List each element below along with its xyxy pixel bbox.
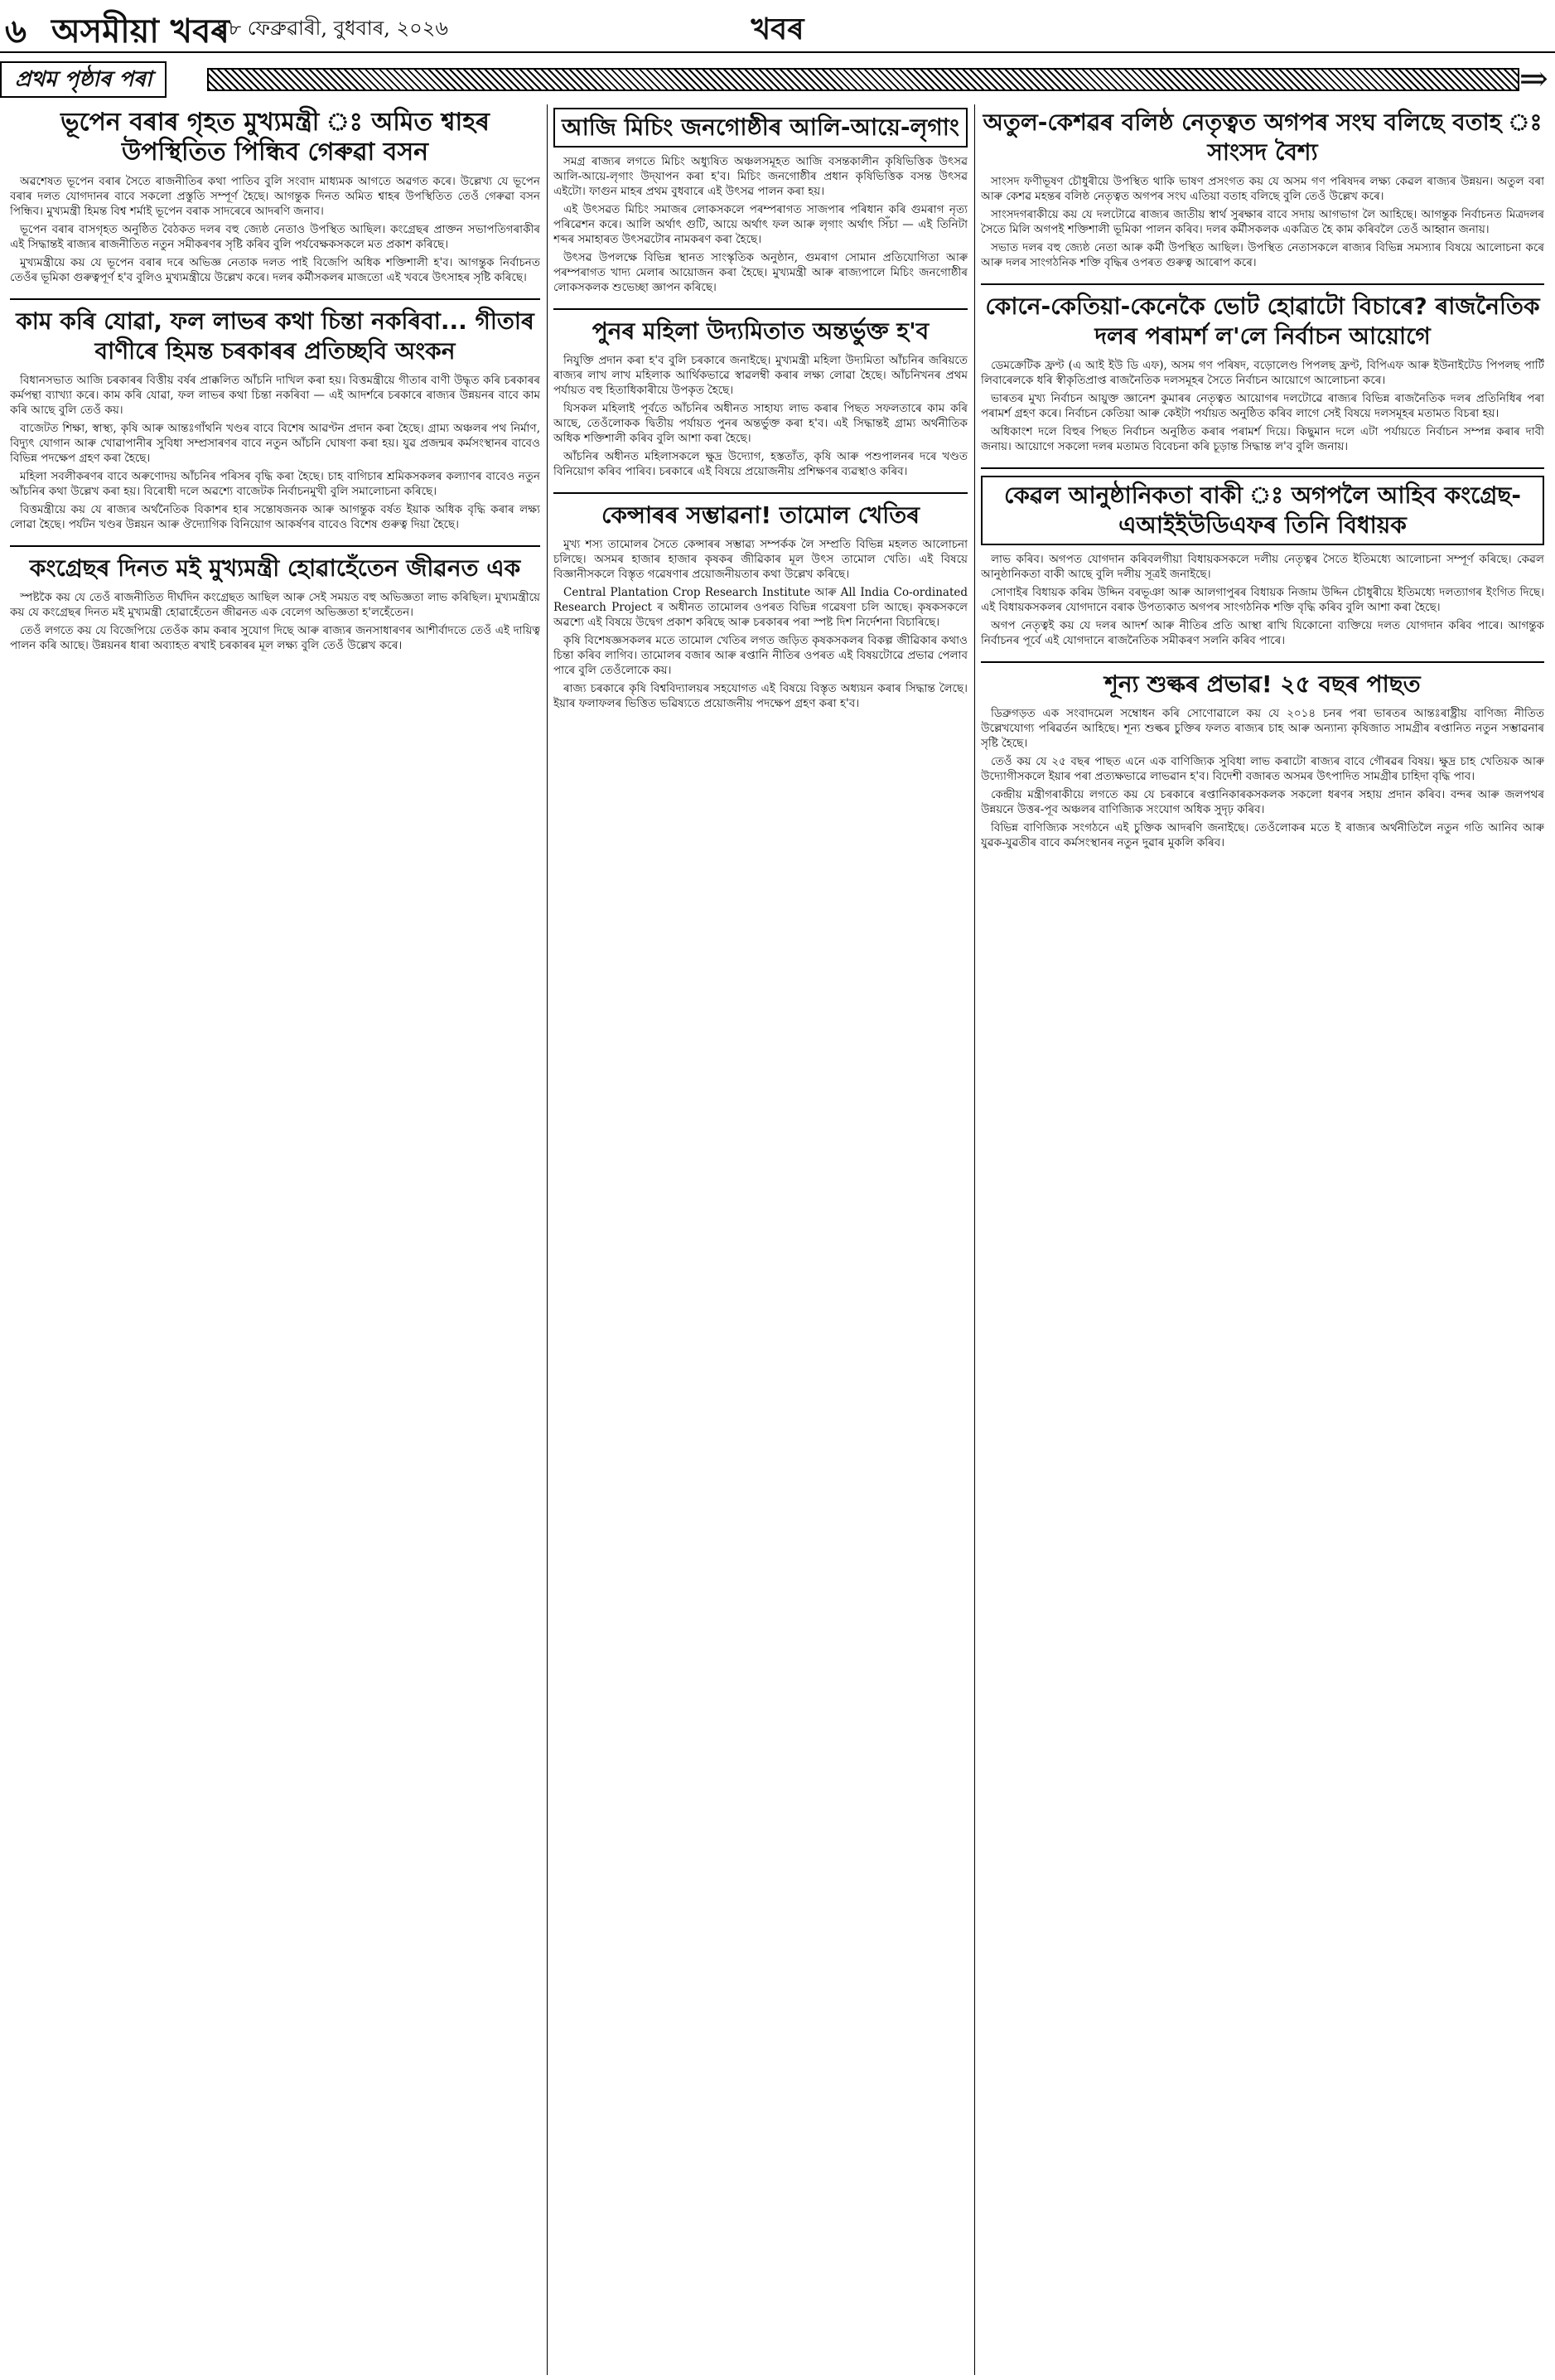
paragraph: ভূপেন বৰাৰ বাসগৃহত অনুষ্ঠিত বৈঠকত দলৰ বহু জ্যেষ্ঠ নেতাও উপস্থিত আছিল। কংগ্ৰেছৰ প্ৰাক্তন সভাপতিগৰাকীৰ এই সিদ্ধান্তই ৰাজ্যৰ ৰাজনীতিত নতুন সমীকৰণৰ সৃষ্টি কৰিব বুলি পৰ্যবেক্ষকসকলে মত প্ৰকাশ কৰিছে। — [10, 223, 540, 251]
paragraph: আঁচনিৰ অধীনত মহিলাসকলে ক্ষুদ্ৰ উদ্যোগ, হস্ততাঁত, কৃষি আৰু পশুপালনৰ দৰে খণ্ডত বিনিয়োগ কৰিব পাৰিব। চৰকাৰে এই বিষয়ে প্ৰয়োজনীয় প্ৰশিক্ষণৰ ব্যৱস্থাও কৰিব। — [553, 450, 968, 478]
column-left — [10, 104, 540, 2375]
paragraph: মুখ্যমন্ত্ৰীয়ে কয় যে ভূপেন বৰাৰ দৰে অভিজ্ঞ নেতাক দলত পাই বিজেপি অধিক শক্তিশালী হ'ব। আগন্তুক নিৰ্বাচনত তেওঁৰ ভূমিকা গুৰুত্বপূৰ্ণ হ'ব বুলিও মুখ্যমন্ত্ৰীয়ে উল্লেখ কৰে। দলৰ কৰ্মীসকলৰ মাজতো এই খবৰে উৎসাহৰ সৃষ্টি কৰিছে। — [10, 256, 540, 284]
column-right — [981, 104, 1544, 2375]
article-body — [553, 353, 968, 479]
article — [981, 292, 1544, 454]
paragraph: স্পষ্টকৈ কয় যে তেওঁ ৰাজনীতিত দীৰ্ঘদিন কংগ্ৰেছত আছিল আৰু সেই সময়ত বহু অভিজ্ঞতা লাভ কৰিছিল। মুখ্যমন্ত্ৰীয়ে কয় যে কংগ্ৰেছৰ দিনত মই মুখ্যমন্ত্ৰী হোৱাহেঁতেন জীৱনত এক বেলেগ অভিজ্ঞতা হ'লহেঁতেন। — [10, 591, 540, 619]
divider — [553, 492, 968, 494]
headline: অতুল-কেশৱৰ বলিষ্ঠ নেতৃত্বত অগপৰ সংঘ বলিছে বতাহ ঃ সাংসদ বৈশ্য — [983, 109, 1543, 166]
headline: পুনৰ মহিলা উদ্যমিতাত অন্তৰ্ভুক্ত হ'ব — [592, 317, 930, 345]
paragraph: সাংসদগৰাকীয়ে কয় যে দলটোৱে ৰাজ্যৰ জাতীয় স্বাৰ্থ সুৰক্ষাৰ বাবে সদায় আগভাগ লৈ আহিছে। আগন্তুক নিৰ্বাচনত মিত্ৰদলৰ সৈতে মিলি অগপই শক্তিশালী ভূমিকা পালন কৰিব। দলৰ কৰ্মীসকলক একত্ৰিত হৈ কাম কৰিবলৈ তেওঁ আহ্বান জনায়। — [981, 208, 1544, 236]
paragraph: যিসকল মহিলাই পূৰ্বতে আঁচনিৰ অধীনত সাহায্য লাভ কৰাৰ পিছত সফলতাৰে কাম কৰি আছে, তেওঁলোকক দ্বিতীয় পৰ্যায়ত পুনৰ অন্তৰ্ভুক্ত কৰা হ'ব। এই সিদ্ধান্তই গ্ৰাম্য অৰ্থনীতিক অধিক শক্তিশালী কৰিব বুলি আশা কৰা হৈছে। — [553, 402, 968, 445]
paragraph: ডিব্ৰুগড়ত এক সংবাদমেল সম্বোধন কৰি সোণোৱালে কয় যে ২০১৪ চনৰ পৰা ভাৰতৰ আন্তঃৰাষ্ট্ৰীয় বাণিজ্য নীতিত উল্লেখযোগ্য পৰিৱৰ্তন আহিছে। শূন্য শুল্কৰ চুক্তিৰ ফলত ৰাজ্যৰ চাহ আৰু অন্যান্য কৃষিজাত সামগ্ৰীৰ ৰপ্তানিত নতুন সম্ভাৱনাৰ সৃষ্টি হৈছে। — [981, 707, 1544, 750]
column-divider — [974, 104, 975, 2375]
divider — [553, 308, 968, 310]
headline: কোনে-কেতিয়া-কেনেকৈ ভোট হোৱাটো বিচাৰে? ৰাজনৈতিক দলৰ পৰামৰ্শ ল'লে নিৰ্বাচন আয়োগে — [985, 293, 1540, 350]
article-body — [10, 373, 540, 532]
paragraph: ৰাজ্য চৰকাৰে কৃষি বিশ্ববিদ্যালয়ৰ সহযোগত এই বিষয়ে বিস্তৃত অধ্যয়ন কৰাৰ সিদ্ধান্ত লৈছে। ইয়াৰ ফলাফলৰ ভিত্তিত ভৱিষ্যতে প্ৰয়োজনীয় পদক্ষেপ গ্ৰহণ কৰা হ'ব। — [553, 682, 968, 710]
article — [981, 670, 1544, 850]
paragraph: অধিকাংশ দলে বিহুৰ পিছত নিৰ্বাচন অনুষ্ঠিত কৰাৰ পৰামৰ্শ দিয়ে। কিছুমান দলে এটা পৰ্যায়তে নিৰ্বাচন সম্পন্ন কৰাৰ দাবী জনায়। আয়োগে সকলো দলৰ মতামত বিবেচনা কৰি চূড়ান্ত সিদ্ধান্ত ল'ব বুলি জনায়। — [981, 425, 1544, 453]
headline: কেন্সাৰৰ সম্ভাৱনা! তামোল খেতিৰ — [601, 501, 920, 529]
headline: কংগ্ৰেছৰ দিনত মই মুখ্যমন্ত্ৰী হোৱাহেঁতেন জীৱনত এক — [29, 554, 521, 582]
divider — [981, 283, 1544, 285]
paragraph: সোণাইৰ বিধায়ক কৰিম উদ্দিন বৰভূঞা আৰু আলগাপুৰৰ বিধায়ক নিজাম উদ্দিন চৌধুৰীয়ে ইতিমধ্যে দলত্যাগৰ ইংগিত দিছে। এই বিধায়কসকলৰ যোগদানে বৰাক উপত্যকাত অগপৰ সাংগঠনিক শক্তি বৃদ্ধি কৰিব বুলি আশা কৰা হৈছে। — [981, 586, 1544, 614]
hatched-bar — [207, 68, 1519, 91]
article — [553, 108, 968, 295]
paragraph: অৱশেষত ভূপেন বৰাৰ সৈতে ৰাজনীতিৰ কথা পাতিব বুলি সংবাদ মাধ্যমক আগতে অৱগত কৰে। উল্লেখ্য যে ভূপেন বৰাৰ দলত যোগদানৰ বাবে সকলো প্ৰস্তুতি সম্পূৰ্ণ হৈছে। আগন্তুক দিনত অমিত শ্বাহৰ উপস্থিতিত তেওঁ গেৰুৱা বসন পিন্ধিব। মুখ্যমন্ত্ৰী হিমন্ত বিশ্ব শৰ্মাই ভূপেন বৰাক সাদৰেৰে আদৰণি জনাব। — [10, 175, 540, 218]
article — [981, 476, 1544, 648]
continuation-strip — [0, 58, 1555, 98]
article-body — [981, 358, 1544, 454]
divider — [10, 545, 540, 547]
paragraph: অগপ নেতৃত্বই কয় যে দলৰ আদৰ্শ আৰু নীতিৰ প্ৰতি আস্থা ৰাখি যিকোনো ব্যক্তিয়ে দলত যোগদান কৰিব পাৰে। আগন্তুক নিৰ্বাচনৰ পূৰ্বে এই যোগদানে ৰাজনৈতিক সমীকৰণ সলনি কৰিব পাৰে। — [981, 619, 1544, 647]
continuation-label: প্ৰথম পৃষ্ঠাৰ পৰা — [0, 61, 167, 98]
divider — [981, 661, 1544, 663]
paragraph: উৎসৱ উপলক্ষে বিভিন্ন স্থানত সাংস্কৃতিক অনুষ্ঠান, গুমৰাগ সোমান প্ৰতিযোগিতা আৰু পৰম্পৰাগত খাদ্য মেলাৰ আয়োজন কৰা হৈছে। মুখ্যমন্ত্ৰী আৰু ৰাজ্যপালে মিচিং জনগোষ্ঠীৰ লোকসকলক শুভেচ্ছা জ্ঞাপন কৰিছে। — [553, 251, 968, 294]
article — [981, 108, 1544, 270]
paragraph: এই উৎসৱত মিচিং সমাজৰ লোকসকলে পৰম্পৰাগত সাজপাৰ পৰিধান কৰি গুমৰাগ নৃত্য পৰিৱেশন কৰে। আলি অৰ্থাৎ গুটি, আয়ে অৰ্থাৎ ফল আৰু লৃগাং অৰ্থাৎ সিঁচা — এই তিনিটা শব্দৰ সমাহাৰত উৎসৱটোৰ নামকৰণ কৰা হৈছে। — [553, 203, 968, 246]
article — [10, 307, 540, 532]
headline: কেৱল আনুষ্ঠানিকতা বাকী ঃ অগপলৈ আহিব কংগ্ৰেছ-এআইইউডিএফৰ তিনি বিধায়ক — [981, 476, 1544, 545]
paragraph: সাংসদ ফণীভূষণ চৌধুৰীয়ে উপস্থিত থাকি ভাষণ প্ৰসংগত কয় যে অসম গণ পৰিষদৰ লক্ষ্য কেৱল ৰাজ্যৰ উন্নয়ন। অতুল বৰা আৰু কেশৱ মহন্তৰ বলিষ্ঠ নেতৃত্বত অগপৰ সংঘ এতিয়া বতাহ বলিছে বুলি তেওঁ উল্লেখ কৰে। — [981, 175, 1544, 203]
column-middle — [553, 104, 968, 2375]
newspaper-brand: অসমীয়া খবৰ — [51, 12, 229, 51]
page-number: ৬ — [5, 12, 27, 51]
article-body — [10, 174, 540, 285]
divider — [981, 467, 1544, 469]
paragraph: ডেমক্ৰেটিক ফ্ৰণ্ট (এ আই ইউ ডি এফ), অসম গণ পৰিষদ, বড়োলেণ্ড পিপলছ ফ্ৰণ্ট, বিপিএফ আৰু ইউনাইটেড পিপলছ পাৰ্টি লিবাৰেলকে ধৰি স্বীকৃতিপ্ৰাপ্ত ৰাজনৈতিক দলসমূহৰ সৈতে নিৰ্বাচন আয়োগে আলোচনা কৰে। — [981, 359, 1544, 387]
article — [553, 501, 968, 711]
masthead — [0, 0, 1555, 53]
article — [10, 108, 540, 285]
headline: আজি মিচিং জনগোষ্ঠীৰ আলি-আয়ে-লৃগাং — [553, 108, 968, 148]
paragraph: কৃষি বিশেষজ্ঞসকলৰ মতে তামোল খেতিৰ লগত জড়িত কৃষকসকলৰ বিকল্প জীৱিকাৰ কথাও চিন্তা কৰিব লাগিব। তামোলৰ বজাৰ আৰু ৰপ্তানি নীতিৰ ওপৰত এই বিষয়টোৱে প্ৰভাৱ পেলাব পাৰে বুলি তেওঁলোকে কয়। — [553, 634, 968, 677]
paragraph: সভাত দলৰ বহু জ্যেষ্ঠ নেতা আৰু কৰ্মী উপস্থিত আছিল। উপস্থিত নেতাসকলে ৰাজ্যৰ বিভিন্ন সমস্যাৰ বিষয়ে আলোচনা কৰে আৰু দলৰ সাংগঠনিক শক্তি বৃদ্ধিৰ ওপৰত গুৰুত্ব আৰোপ কৰে। — [981, 241, 1544, 269]
article-body — [553, 154, 968, 295]
paragraph: বিত্তমন্ত্ৰীয়ে কয় যে ৰাজ্যৰ অৰ্থনৈতিক বিকাশৰ হাৰ সন্তোষজনক আৰু আগন্তুক বৰ্ষত ইয়াক অধিক বৃদ্ধি কৰাৰ লক্ষ্য লোৱা হৈছে। পৰ্যটন খণ্ডৰ উন্নয়ন আৰু ঔদ্যোগিক বিনিয়োগ আকৰ্ষণৰ বাবেও বিশেষ গুৰুত্ব দিয়া হৈছে। — [10, 503, 540, 531]
paragraph: তেওঁ লগতে কয় যে বিজেপিয়ে তেওঁক কাম কৰাৰ সুযোগ দিছে আৰু ৰাজ্যৰ জনসাধাৰণৰ আশীৰ্বাদতে তেওঁ এই দায়িত্ব পালন কৰি আছে। উন্নয়নৰ ধাৰা অব্যাহত ৰখাই চৰকাৰৰ মূল লক্ষ্য বুলি তেওঁ উল্লেখ কৰে। — [10, 624, 540, 652]
paragraph: ভাৰতৰ মুখ্য নিৰ্বাচন আয়ুক্ত জ্ঞানেশ কুমাৰৰ নেতৃত্বত আয়োগৰ দলটোৱে ৰাজ্যৰ বিভিন্ন ৰাজনৈতিক দলৰ প্ৰতিনিধিৰ পৰা পৰামৰ্শ গ্ৰহণ কৰে। নিৰ্বাচন কেতিয়া আৰু কেইটা পৰ্যায়ত অনুষ্ঠিত কৰিব লাগে সেই বিষয়ে দলসমূহৰ মতামত বিচৰা হয়। — [981, 392, 1544, 420]
headline: শূন্য শুল্কৰ প্ৰভাৱ! ২৫ বছৰ পাছত — [1104, 670, 1421, 698]
paragraph: Central Plantation Crop Research Institute আৰু All India Co-ordinated Research Project ৰ অধীনত তামোলৰ ওপৰত বিভিন্ন গৱেষণা চলি আছে। কৃষকসকলে অৱশ্যে এই বিষয়ে উদ্বেগ প্ৰকাশ কৰিছে আৰু চৰকাৰৰ পৰা স্পষ্ট দিশ নিৰ্দেশনা বিচাৰিছে। — [553, 586, 968, 629]
paragraph: লাভ কৰিব। অগপত যোগদান কৰিবলগীয়া বিধায়কসকলে দলীয় নেতৃত্বৰ সৈতে ইতিমধ্যে আলোচনা সম্পূৰ্ণ কৰিছে। কেৱল আনুষ্ঠানিকতা বাকী আছে বুলি দলীয় সূত্ৰই জনাইছে। — [981, 553, 1544, 581]
article-body — [981, 706, 1544, 850]
paragraph: বিধানসভাত আজি চৰকাৰৰ বিত্তীয় বৰ্ষৰ প্ৰাক্কলিত আঁচনি দাখিল কৰা হয়। বিত্তমন্ত্ৰীয়ে গীতাৰ বাণী উদ্ধৃত কৰি চৰকাৰৰ কৰ্মপন্থা ব্যাখ্যা কৰে। কাম কৰি যোৱা, ফল লাভৰ কথা চিন্তা নকৰিবা — এই আদৰ্শৰে চৰকাৰে ৰাজ্যৰ উন্নয়নৰ বাবে কাম কৰি আছে বুলি তেওঁ কয়। — [10, 374, 540, 417]
article — [553, 317, 968, 479]
article-body — [553, 537, 968, 711]
paragraph: তেওঁ কয় যে ২৫ বছৰ পাছত এনে এক বাণিজ্যিক সুবিধা লাভ কৰাটো ৰাজ্যৰ বাবে গৌৰৱৰ বিষয়। ক্ষুদ্ৰ চাহ খেতিয়ক আৰু উদ্যোগীসকলে ইয়াৰ পৰা প্ৰত্যক্ষভাৱে লাভৱান হ'ব। বিদেশী বজাৰত অসমৰ উৎপাদিত সামগ্ৰীৰ চাহিদা বৃদ্ধি পাব। — [981, 755, 1544, 783]
paragraph: মুখ্য শস্য তামোলৰ সৈতে কেন্সাৰৰ সম্ভাৱ্য সম্পৰ্কক লৈ সম্প্ৰতি বিভিন্ন মহলত আলোচনা চলিছে। অসমৰ হাজাৰ হাজাৰ কৃষকৰ জীৱিকাৰ মূল উৎস তামোল খেতি। এই বিষয়ে বিজ্ঞানীসকলে বিস্তৃত গৱেষণাৰ প্ৰয়োজনীয়তাৰ কথা উল্লেখ কৰিছে। — [553, 538, 968, 581]
arrow-icon: ⇒ — [1519, 58, 1548, 99]
paragraph: কেন্দ্ৰীয় মন্ত্ৰীগৰাকীয়ে লগতে কয় যে চৰকাৰে ৰপ্তানিকাৰকসকলক সকলো ধৰণৰ সহায় প্ৰদান কৰিব। বন্দৰ আৰু জলপথৰ উন্নয়নে উত্তৰ-পূব অঞ্চলৰ বাণিজ্যিক সংযোগ অধিক সুদৃঢ় কৰিব। — [981, 788, 1544, 816]
column-divider — [547, 104, 548, 2375]
issue-date: ১৮ ফেব্ৰুৱাৰী, বুধবাৰ, ২০২৬ — [215, 17, 448, 40]
paragraph: নিযুক্তি প্ৰদান কৰা হ'ব বুলি চৰকাৰে জনাইছে। মুখ্যমন্ত্ৰী মহিলা উদ্যমিতা আঁচনিৰ জৰিয়তে ৰাজ্যৰ লাখ লাখ মহিলাক আৰ্থিকভাৱে স্বাৱলম্বী কৰাৰ লক্ষ্য লোৱা হৈছে। আঁচনিখনৰ প্ৰথম পৰ্যায়ত বহু হিতাধিকাৰীয়ে উপকৃত হৈছে। — [553, 354, 968, 397]
section-brand: খবৰ — [751, 12, 804, 46]
headline: ভূপেন বৰাৰ গৃহত মুখ্যমন্ত্ৰী ঃ অমিত শ্বাহৰ উপস্থিতিত পিন্ধিব গেৰুৱা বসন — [60, 108, 490, 167]
divider — [10, 298, 540, 300]
article-body — [981, 552, 1544, 648]
paragraph: বিভিন্ন বাণিজ্যিক সংগঠনে এই চুক্তিক আদৰণি জনাইছে। তেওঁলোকৰ মতে ই ৰাজ্যৰ অৰ্থনীতিলৈ নতুন গতি আনিব আৰু যুৱক-যুৱতীৰ বাবে কৰ্মসংস্থানৰ নতুন দুৱাৰ মুকলি কৰিব। — [981, 821, 1544, 849]
paragraph: মহিলা সবলীকৰণৰ বাবে অৰুণোদয় আঁচনিৰ পৰিসৰ বৃদ্ধি কৰা হৈছে। চাহ বাগিচাৰ শ্ৰমিকসকলৰ কল্যাণৰ বাবেও নতুন আঁচনিৰ কথা উল্লেখ কৰা হয়। বিৰোধী দলে অৱশ্যে বাজেটক নিৰ্বাচনমুখী বুলি সমালোচনা কৰিছে। — [10, 470, 540, 498]
paragraph: বাজেটত শিক্ষা, স্বাস্থ্য, কৃষি আৰু আন্তঃগাঁথনি খণ্ডৰ বাবে বিশেষ আৱণ্টন প্ৰদান কৰা হৈছে। গ্ৰাম্য অঞ্চলৰ পথ নিৰ্মাণ, বিদ্যুৎ যোগান আৰু খোৱাপানীৰ সুবিধা সম্প্ৰসাৰণৰ বাবে নতুন আঁচনি ঘোষণা কৰা হয়। যুৱ প্ৰজন্মৰ কৰ্মসংস্থানৰ বাবেও বিভিন্ন পদক্ষেপ গ্ৰহণ কৰা হৈছে। — [10, 422, 540, 465]
article-body — [10, 590, 540, 653]
article — [10, 554, 540, 653]
paragraph: সমগ্ৰ ৰাজ্যৰ লগতে মিচিং অধ্যুষিত অঞ্চলসমূহত আজি বসন্তকালীন কৃষিভিত্তিক উৎসৱ আলি-আয়ে-লৃগাং উদ্‌যাপন কৰা হ'ব। মিচিং জনগোষ্ঠীৰ প্ৰধান কৃষিভিত্তিক বসন্ত উৎসৱ এইটো। ফাগুন মাহৰ প্ৰথম বুধবাৰে এই উৎসৱ পালন কৰা হয়। — [553, 155, 968, 198]
headline: কাম কৰি যোৱা, ফল লাভৰ কথা চিন্তা নকৰিবা... গীতাৰ বাণীৰে হিমন্ত চৰকাৰৰ প্ৰতিচ্ছবি অংকন — [16, 307, 534, 365]
article-body — [981, 174, 1544, 270]
